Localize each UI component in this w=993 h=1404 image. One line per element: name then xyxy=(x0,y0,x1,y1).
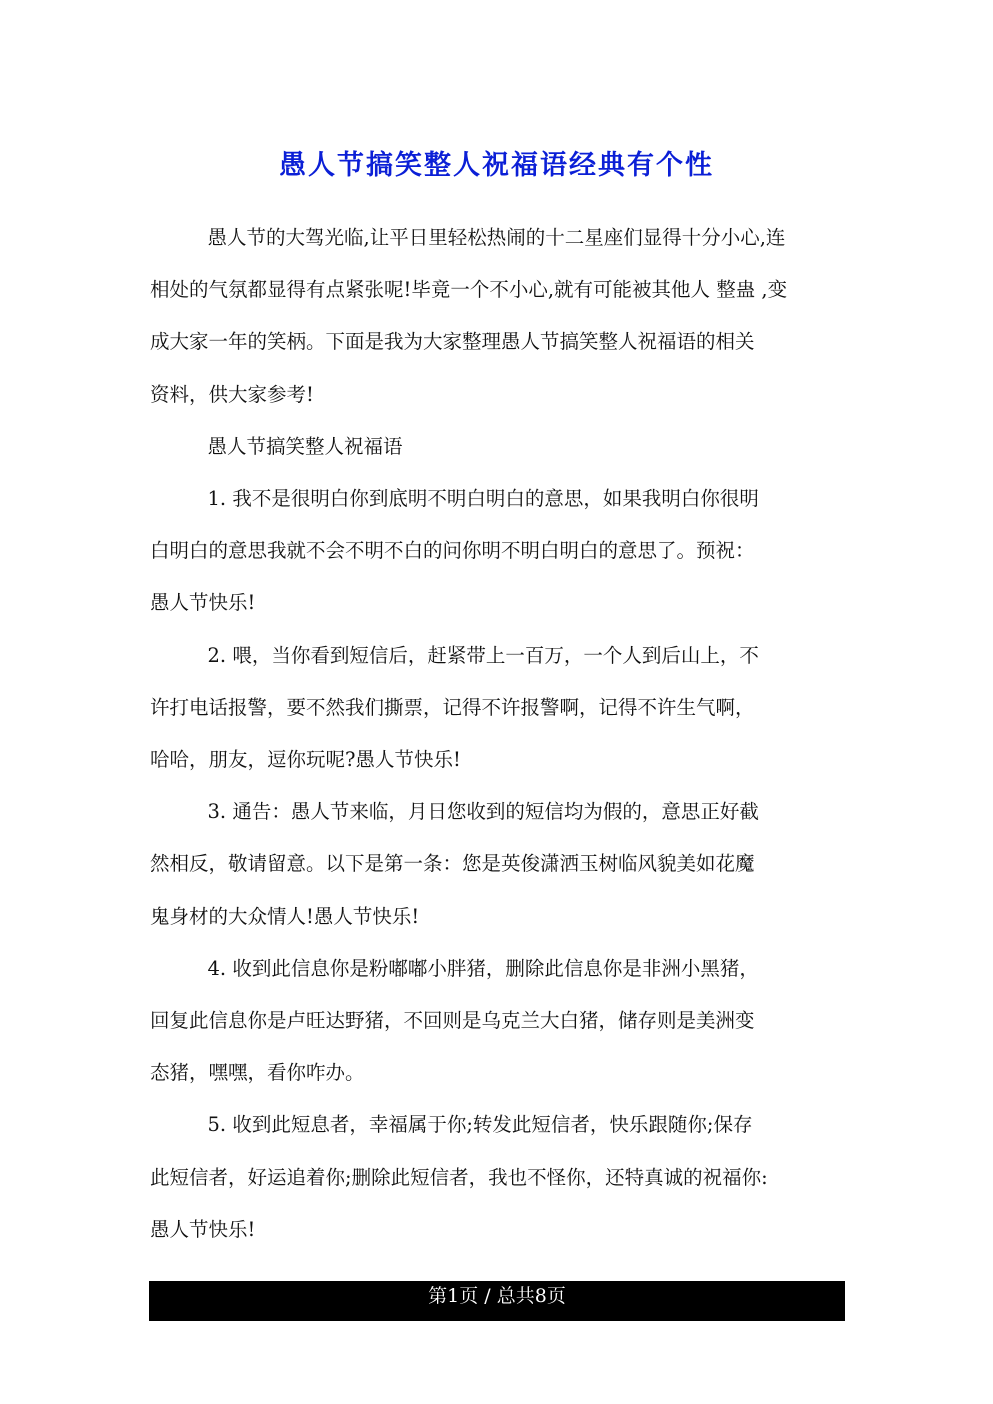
paragraph-line: 成大家一年的笑柄。下面是我为大家整理愚人节搞笑整人祝福语的相关 xyxy=(150,330,755,354)
paragraph-line: 资料，供大家参考! xyxy=(150,382,314,406)
document-title: 愚人节搞笑整人祝福语经典有个性 xyxy=(279,150,714,182)
paragraph-line: 鬼身材的大众情人!愚人节快乐! xyxy=(150,904,420,928)
paragraph-line: 愚人节的大驾光临,让平日里轻松热闹的十二星座们显得十分小心,连 xyxy=(207,226,786,249)
paragraph-line: 哈哈，朋友，逗你玩呢?愚人节快乐! xyxy=(150,748,461,772)
paragraph-line: 许打电话报警，要不然我们撕票，记得不许报警啊，记得不许生气啊， xyxy=(150,695,755,719)
paragraph-line: 白明白的意思我就不会不明不白的问你明不明白明白的意思了。预祝： xyxy=(150,539,755,563)
paragraph-item-1 xyxy=(150,473,870,630)
paragraph-line: 回复此信息你是卢旺达野猪，不回则是乌克兰大白猪，储存则是美洲变 xyxy=(150,1009,755,1033)
page-footer-bar xyxy=(149,1281,845,1321)
paragraph-line: 愚人节快乐! xyxy=(150,1217,256,1241)
paragraph-line: 4. 收到此信息你是粉嘟嘟小胖猪，删除此信息你是非洲小黑猪， xyxy=(207,956,759,980)
document-body xyxy=(150,212,870,1256)
paragraph-item-5 xyxy=(150,1099,870,1256)
paragraph-item-3 xyxy=(150,786,870,943)
paragraph-line: 3. 通告：愚人节来临，月日您收到的短信均为假的，意思正好截 xyxy=(207,800,759,824)
paragraph-line: 愚人节搞笑整人祝福语 xyxy=(207,434,403,458)
paragraph-line: 相处的气氛都显得有点紧张呢!毕竟一个不小心,就有可能被其他人 整蛊 ,变 xyxy=(150,278,788,302)
paragraph-line: 5. 收到此短息者，幸福属于你;转发此短信者，快乐跟随你;保存 xyxy=(207,1113,753,1137)
paragraph-item-4 xyxy=(150,943,870,1100)
paragraph-line: 2. 喂，当你看到短信后，赶紧带上一百万，一个人到后山上，不 xyxy=(207,643,759,667)
paragraph-line: 此短信者，好运追着你;删除此短信者，我也不怪你，还特真诚的祝福你: xyxy=(150,1165,768,1189)
paragraph-line: 1. 我不是很明白你到底明不明白明白的意思，如果我明白你很明 xyxy=(207,487,759,511)
paragraph-line: 态猪，嘿嘿，看你咋办。 xyxy=(150,1061,365,1085)
paragraph-line: 愚人节快乐! xyxy=(150,591,256,615)
page-number-label: 第1页 / 总共8页 xyxy=(428,1285,566,1307)
paragraph-intro xyxy=(150,212,870,421)
paragraph-item-2 xyxy=(150,630,870,787)
section-heading xyxy=(150,421,870,473)
paragraph-line: 然相反，敬请留意。以下是第一条：您是英俊潇洒玉树临风貌美如花魔 xyxy=(150,852,755,876)
